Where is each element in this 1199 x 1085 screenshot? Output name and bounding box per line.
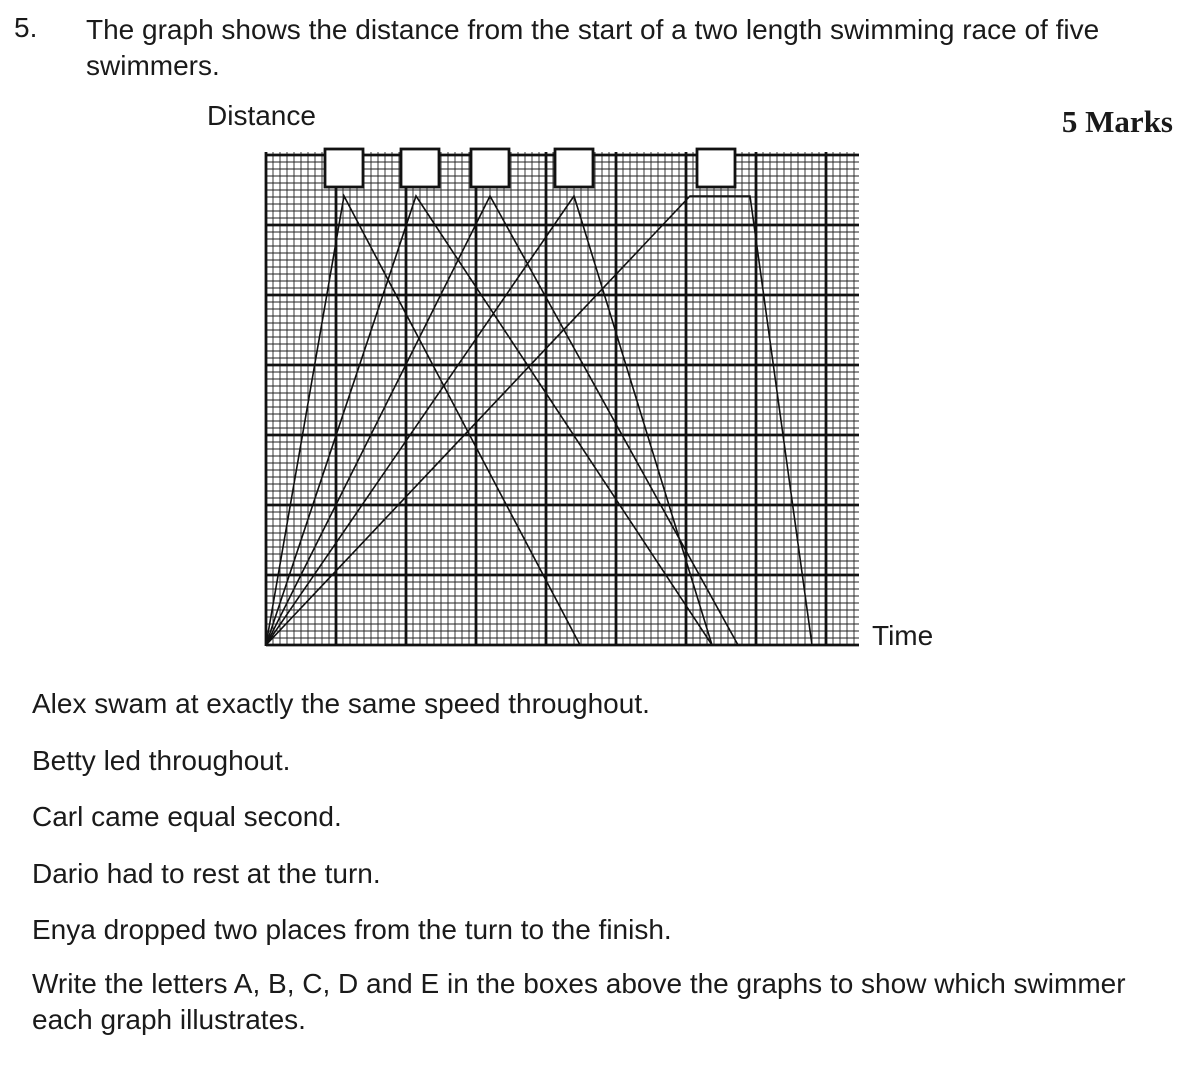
statement-carl: Carl came equal second. bbox=[32, 801, 342, 832]
statement-dario: Dario had to rest at the turn. bbox=[32, 858, 381, 889]
instruction-text: Write the letters A, B, C, D and E in the boxes above the graphs to show which swimmer each graph illustrates. bbox=[32, 968, 1126, 1035]
question-number: 5. bbox=[14, 12, 38, 43]
question-text: The graph shows the distance from the start of a two length swimming race of five swimmers. bbox=[86, 14, 1100, 81]
statement-enya: Enya dropped two places from the turn to the finish. bbox=[32, 914, 672, 945]
answer-box-5 bbox=[697, 149, 735, 187]
answer-box-4 bbox=[555, 149, 593, 187]
answer-box-3 bbox=[471, 149, 509, 187]
marks-label: 5 Marks bbox=[1061, 104, 1173, 139]
x-axis-label: Time bbox=[872, 620, 934, 651]
answer-box-2 bbox=[401, 149, 439, 187]
statement-betty: Betty led throughout. bbox=[32, 745, 291, 776]
y-axis-label: Distance bbox=[207, 100, 316, 131]
answer-box-1 bbox=[325, 149, 363, 187]
statement-alex: Alex swam at exactly the same speed throughout. bbox=[32, 688, 650, 719]
